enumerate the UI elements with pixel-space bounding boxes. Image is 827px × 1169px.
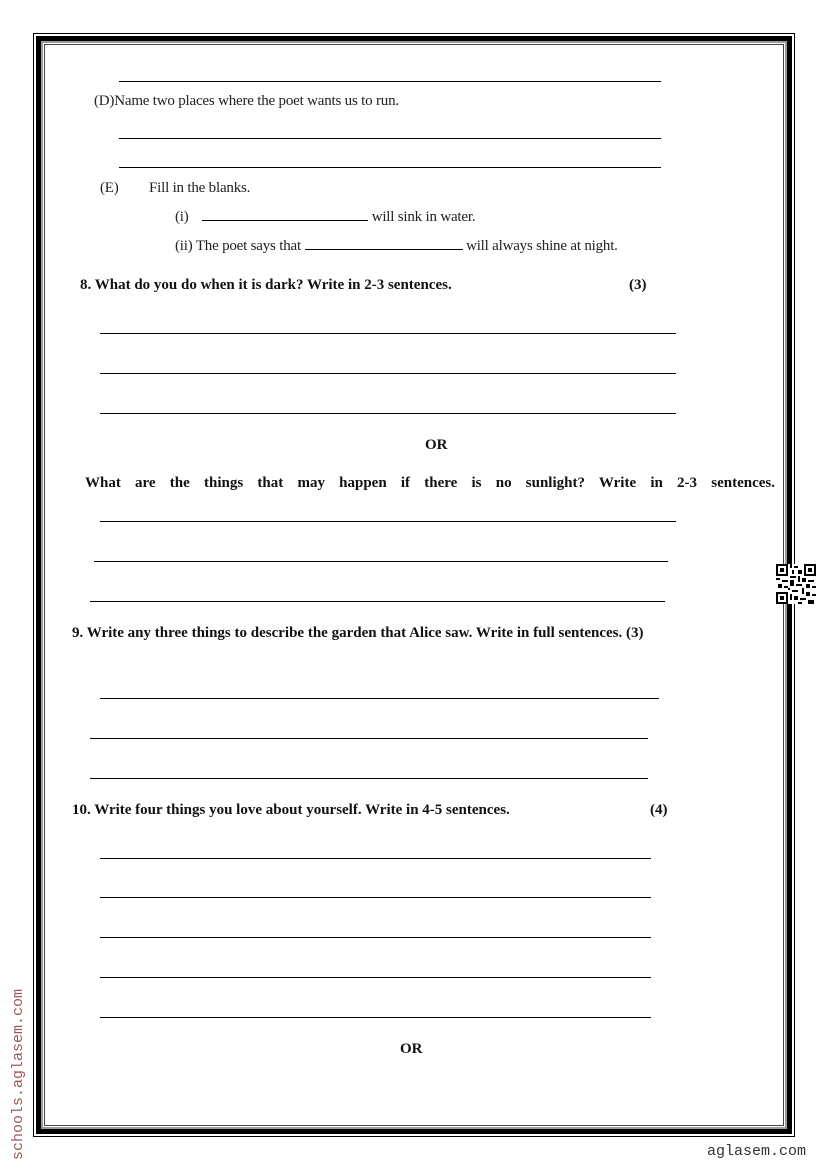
question-7d <box>94 92 399 110</box>
fill-blank-item-2 <box>175 236 618 255</box>
watermark-right: aglasem.com <box>707 1143 807 1160</box>
question-7d-label: (D) <box>94 93 115 109</box>
answer-line[interactable] <box>90 778 648 779</box>
fill-blank-item-2-after: will always shine at night. <box>466 238 618 254</box>
question-10-marks: (4) <box>650 802 668 818</box>
answer-line[interactable] <box>100 413 676 414</box>
qr-code-icon <box>776 564 816 604</box>
fill-blank-item-2-before: The poet says that <box>195 238 301 254</box>
question-7e-instruction: Fill in the blanks. <box>149 180 251 196</box>
question-8-alternative: What are the things that may happen if there is no sunlight? Write in 2-3 sentences. <box>85 475 775 491</box>
answer-line[interactable] <box>94 561 668 562</box>
question-7d-text: Name two places where the poet wants us to run. <box>114 93 399 109</box>
answer-line[interactable] <box>100 1017 651 1018</box>
question-10: 10. Write four things you love about yourself. Write in 4-5 sentences. <box>72 802 510 818</box>
fill-blank-field[interactable] <box>202 207 368 221</box>
answer-line[interactable] <box>100 373 676 374</box>
answer-line[interactable] <box>100 937 651 938</box>
question-8: 8. What do you do when it is dark? Write in 2-3 sentences. <box>80 277 452 293</box>
question-8-marks: (3) <box>629 277 647 293</box>
fill-blank-item-1-after: will sink in water. <box>371 209 476 225</box>
fill-blank-item-2-label: (ii) <box>175 238 193 254</box>
or-divider: OR <box>425 437 448 453</box>
answer-line[interactable] <box>90 601 665 602</box>
fill-blank-item-1 <box>175 207 475 226</box>
fill-blank-field[interactable] <box>305 236 463 250</box>
answer-line[interactable] <box>119 138 661 139</box>
answer-line[interactable] <box>119 167 661 168</box>
or-divider: OR <box>400 1041 423 1057</box>
answer-line[interactable] <box>90 738 648 739</box>
fill-blank-item-1-label: (i) <box>175 209 189 225</box>
question-9: 9. Write any three things to describe the garden that Alice saw. Write in full sentences. (3) <box>72 625 644 641</box>
answer-line[interactable] <box>100 333 676 334</box>
answer-line[interactable] <box>119 81 661 82</box>
watermark-left: schools.aglasem.com <box>10 988 27 1160</box>
answer-line[interactable] <box>100 858 651 859</box>
answer-line[interactable] <box>100 521 676 522</box>
answer-line[interactable] <box>100 698 659 699</box>
answer-line[interactable] <box>100 897 651 898</box>
question-7e-label: (E) <box>100 180 119 196</box>
answer-line[interactable] <box>100 977 651 978</box>
